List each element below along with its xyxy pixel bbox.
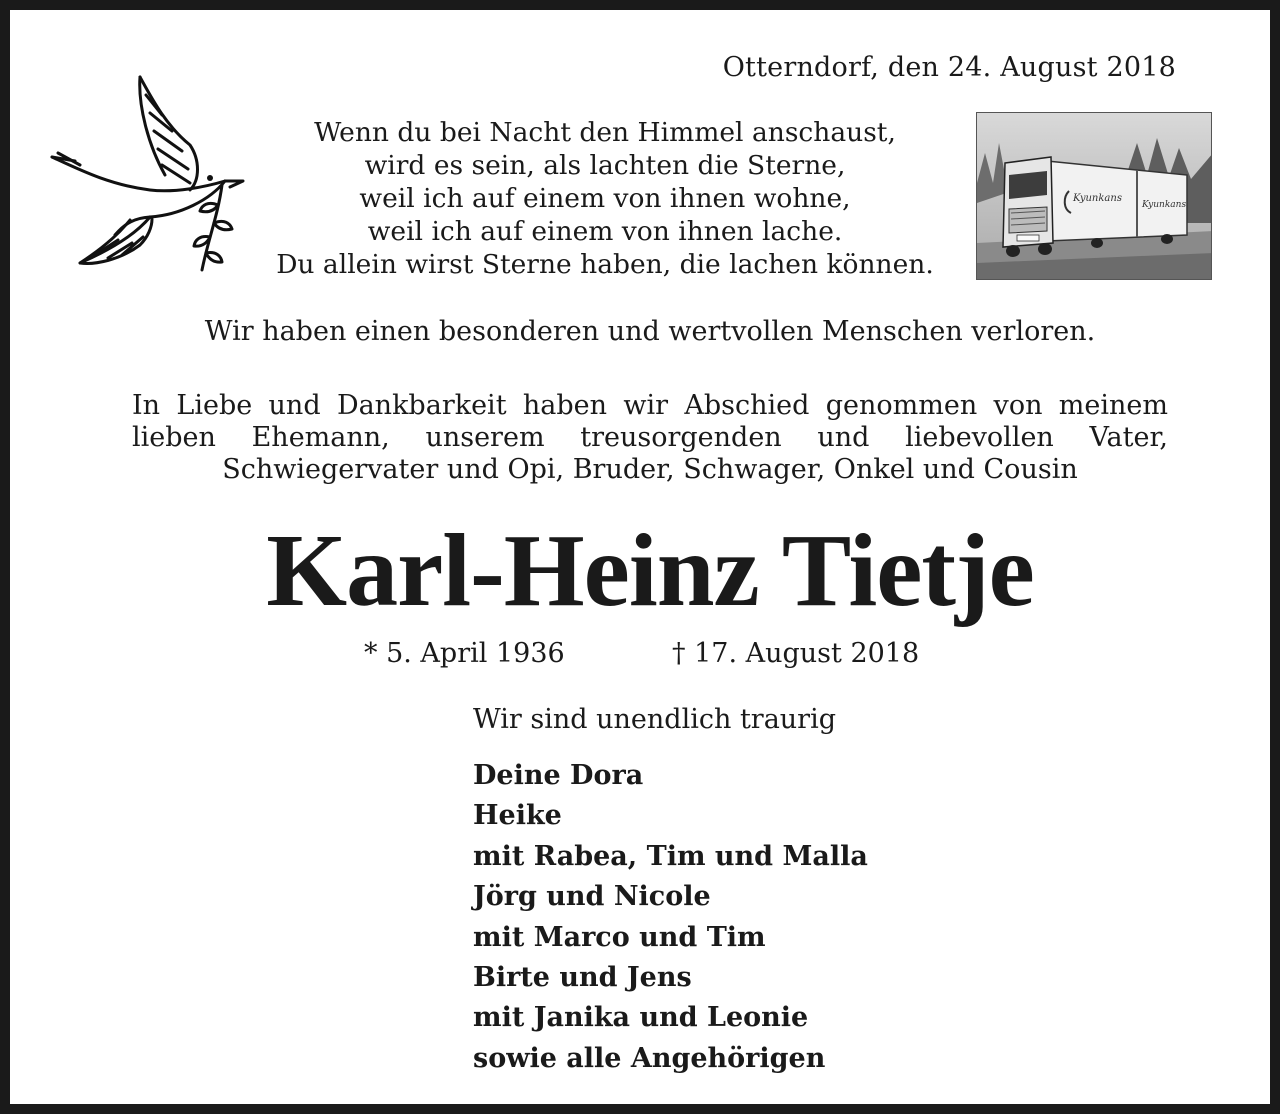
truck-photo bbox=[976, 112, 1212, 280]
deceased-name: Karl-Heinz Tietje bbox=[266, 513, 1034, 628]
poem-line: wird es sein, als lachten die Sterne, bbox=[364, 150, 846, 181]
poem-line: weil ich auf einem von ihnen wohne, bbox=[359, 183, 851, 214]
death-date: † 17. August 2018 bbox=[672, 638, 920, 669]
svg-text:Kyunkans: Kyunkans bbox=[1073, 193, 1122, 204]
mourners-list bbox=[473, 756, 868, 1079]
poem-line: Du allein wirst Sterne haben, die lachen können. bbox=[276, 249, 934, 280]
svg-text:Kyunkans: Kyunkans bbox=[1142, 200, 1187, 210]
birth-date: * 5. April 1936 bbox=[364, 638, 565, 669]
mourner-entry: Jörg und Nicole bbox=[473, 881, 711, 913]
mourner-entry: mit Marco und Tim bbox=[473, 921, 766, 953]
poem-line: weil ich auf einem von ihnen lache. bbox=[367, 216, 843, 247]
intro-paragraph: In Liebe und Dankbarkeit haben wir Abschied genommen von meinem lieben Ehemann, unserem treusorgenden und liebevollen Vater, Schwiegervater und Opi, Bruder, Schwager, Onkel und Cousin bbox=[132, 390, 1168, 485]
loss-statement: Wir haben einen besonderen und wertvollen Menschen verloren. bbox=[204, 316, 1096, 347]
mourner-entry: Deine Dora bbox=[473, 760, 644, 791]
poem-line: Wenn du bei Nacht den Himmel anschaust, bbox=[314, 117, 896, 148]
mourner-entry: mit Rabea, Tim und Malla bbox=[473, 840, 868, 872]
poem bbox=[225, 116, 985, 281]
date-line: Otterndorf, den 24. August 2018 bbox=[722, 52, 1176, 83]
mourner-entry: Birte und Jens bbox=[473, 962, 692, 994]
mourner-entry: sowie alle Angehörigen bbox=[473, 1042, 826, 1074]
mourner-entry: mit Janika und Leonie bbox=[473, 1002, 809, 1034]
sadness-line: Wir sind unendlich traurig bbox=[473, 704, 837, 735]
mourner-entry: Heike bbox=[473, 800, 562, 832]
dove-with-olive-branch-icon bbox=[40, 65, 255, 280]
